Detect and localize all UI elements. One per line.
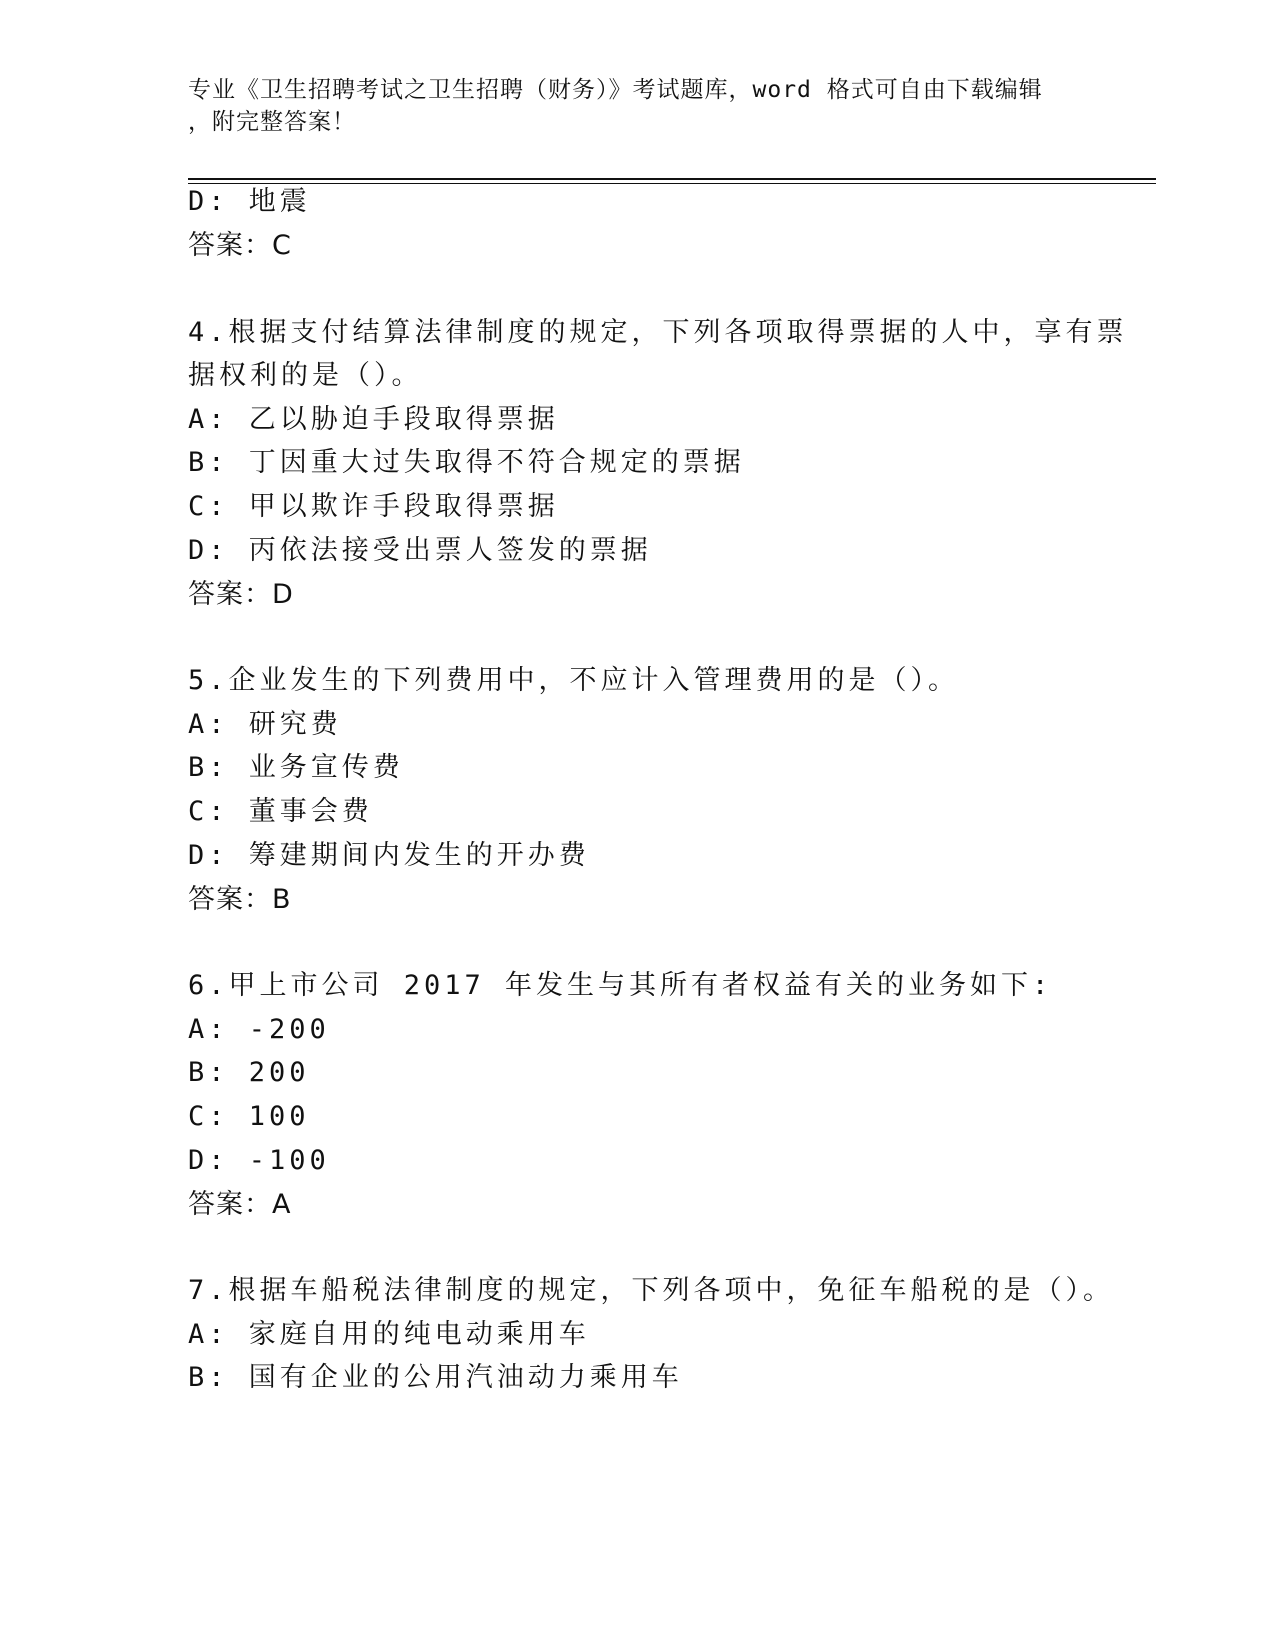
q6-option-a: A: -200 — [188, 1014, 330, 1045]
q5-answer: 答案：B — [188, 884, 292, 915]
page-header — [188, 74, 1088, 138]
q6-stem: 6.甲上市公司 2017 年发生与其所有者权益有关的业务如下: — [188, 970, 1053, 1001]
q7-option-a: A: 家庭自用的纯电动乘用车 — [188, 1319, 590, 1350]
q7-option-b: B: 国有企业的公用汽油动力乘用车 — [188, 1362, 683, 1393]
q5-option-c: C: 董事会费 — [188, 796, 373, 827]
q4-option-c: C: 甲以欺诈手段取得票据 — [188, 491, 559, 522]
q7-stem: 7.根据车船税法律制度的规定，下列各项中，免征车船税的是（）。 — [188, 1275, 1115, 1306]
q5-option-a: A: 研究费 — [188, 709, 342, 740]
q4-stem-line-1: 4.根据支付结算法律制度的规定，下列各项取得票据的人中，享有票 — [188, 317, 1128, 348]
header-divider — [188, 178, 1156, 184]
q5-option-b: B: 业务宣传费 — [188, 752, 404, 783]
q4-option-a: A: 乙以胁迫手段取得票据 — [188, 404, 559, 435]
q6-option-b: B: 200 — [188, 1057, 310, 1088]
q4-option-b: B: 丁因重大过失取得不符合规定的票据 — [188, 447, 745, 478]
q4-stem-line-2: 据权利的是（）。 — [188, 360, 423, 391]
q5-option-d: D: 筹建期间内发生的开办费 — [188, 840, 590, 871]
q6-option-d: D: -100 — [188, 1145, 330, 1176]
q4-answer: 答案：D — [188, 579, 294, 610]
q6-answer: 答案：A — [188, 1189, 292, 1220]
q4-option-d: D: 丙依法接受出票人签发的票据 — [188, 535, 652, 566]
q3-answer: 答案：C — [188, 230, 292, 261]
q3-option-d: D: 地震 — [188, 186, 311, 217]
q6-option-c: C: 100 — [188, 1101, 310, 1132]
header-line-2: ，附完整答案！ — [188, 109, 356, 135]
q5-stem: 5.企业发生的下列费用中，不应计入管理费用的是（）。 — [188, 665, 960, 696]
header-line-1: 专业《卫生招聘考试之卫生招聘（财务）》考试题库，word 格式可自由下载编辑 — [188, 77, 1043, 103]
